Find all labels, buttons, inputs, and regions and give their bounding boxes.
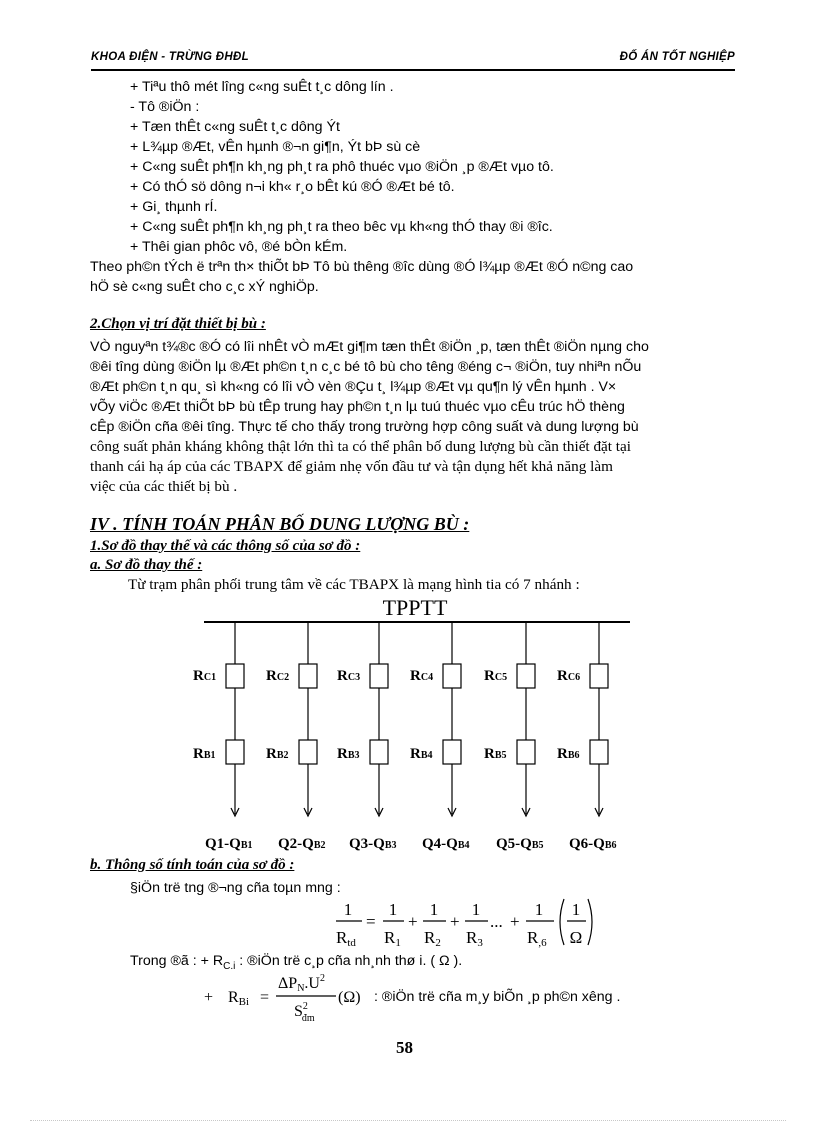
f2-eq: =	[260, 989, 270, 1006]
rc-label: RC1	[193, 668, 217, 684]
q-label: Q6-QB6	[569, 836, 617, 852]
q-label: Q4-QB4	[422, 836, 470, 852]
rb-label: RB4	[410, 746, 433, 762]
paragraph-line: công suất phản kháng không thật lớn thì ta có thể phân bố dung lượng bù cần thiết đặt tại	[90, 438, 631, 455]
subsection-heading: b. Thông số tính toán của sơ đồ :	[90, 857, 295, 873]
paragraph-line: VÒ nguyªn t¾®c ®Ó có lîi nhÊt vÒ mÆt gi¶m tæn thÊt ®iÖn ¸p, tæn thÊt ®iÖn nµng cho	[90, 339, 649, 355]
paragraph-line: cÊp ®iÖn cña ®êi tîng. Thực tế cho thấy trong trường hợp công suất và dung lượng bù	[90, 419, 639, 435]
rc-label: RC4	[410, 668, 434, 684]
rc-label: RC5	[484, 668, 508, 684]
list-item: + L¾µp ®Æt, vÊn hµnh ®¬n gi¶n, Ýt bÞ sù cè	[130, 139, 421, 155]
paragraph-line: hÖ sè c«ng suÊt cho c¸c xÝ nghiÖp.	[90, 279, 319, 295]
transformer-resistor	[517, 740, 535, 764]
chapter-heading: IV . TÍNH TOÁN PHÂN BỐ DUNG LƯỢNG BÙ :	[90, 514, 470, 534]
list-item: + Tæn thÊt c«ng suÊt t¸c dông Ýt	[130, 119, 340, 135]
f1-plus: +	[450, 912, 460, 931]
q-label: Q2-QB2	[278, 836, 326, 852]
rb-label: RB3	[337, 746, 360, 762]
f1-rtd: Rtd	[336, 928, 356, 949]
rc-label: RC3	[337, 668, 361, 684]
header-right: ĐỐ ÁN TỐT NGHIỆP	[619, 51, 735, 63]
f2-unit: (Ω)	[338, 989, 361, 1006]
diagram-branches	[193, 622, 617, 852]
paragraph-line: vÕy viÖc ®Æt thiÕt bÞ bù tÊp trung hay ph©n t¸n lµ tuú thuéc vµo cÊu trúc hÖ thèng	[90, 399, 625, 415]
q-label: Q3-QB3	[349, 836, 397, 852]
rc-label: RC6	[557, 668, 581, 684]
section-heading: 2.Chọn vị trí đặt thiết bị bù :	[90, 316, 266, 332]
rb-label: RB2	[266, 746, 289, 762]
f1-one: 1	[429, 900, 439, 919]
formula-total-resistance	[330, 893, 610, 951]
f1-one: 1	[471, 900, 481, 919]
q-label: Q1-QB1	[205, 836, 253, 852]
subsection-heading: 1.Sơ đồ thay thế và các thông số của sơ đồ :	[90, 538, 361, 554]
rb-label: RB5	[484, 746, 507, 762]
f2-rbi: RBi	[228, 989, 250, 1008]
paragraph-line: Theo ph©n tÝch ë trªn th× thiÕt bÞ Tô bù thêng ®îc dùng ®Ó l¾µp ®Æt ®Ó n©ng cao	[90, 259, 634, 275]
f1-one: 1	[343, 900, 353, 919]
subsection-heading: a. Sơ đồ thay thế :	[90, 557, 203, 573]
transformer-resistor	[226, 740, 244, 764]
f1-eq: =	[366, 912, 376, 931]
page-number: 58	[396, 1038, 413, 1057]
circuit-diagram	[180, 592, 650, 858]
f1-r6: R,6	[527, 928, 547, 949]
formula-transformer-resistance	[200, 968, 375, 1026]
f1-one: 1	[534, 900, 544, 919]
paragraph-line: thanh cái hạ áp của các TBAPX để giảm nhẹ vốn đầu tư và tận dụng hết khả năng làm	[90, 458, 613, 475]
paragraph-line: : ®iÖn trë cña m¸y biÕn ¸p ph©n xêng .	[374, 989, 621, 1005]
f1-r2: R2	[424, 928, 441, 949]
paragraph-line: §iÖn trë tng ®¬ng cña toµn mng :	[130, 880, 341, 896]
transformer-resistor	[590, 740, 608, 764]
paragraph-line: ®êi tîng dùng ®iÖn lµ ®Æt ph©n t¸n c¸c bé tô bù cho têng ®éng c¬ ®iÖn, tuy nhiªn nÕu	[90, 359, 642, 375]
cable-resistor	[226, 664, 244, 688]
list-item: + C«ng suÊt ph¶n kh¸ng ph¸t ra phô thuéc vµo ®iÖn ¸p ®Æt vµo tô.	[130, 159, 554, 175]
paragraph-line: Từ trạm phân phối trung tâm về các TBAPX là mạng hình tia có 7 nhánh :	[128, 576, 580, 593]
footer-divider	[30, 1120, 786, 1121]
paragraph-line: ®Æt ph©n t¸n qu¸ sì kh«ng có lîi vÒ vèn ®Çu t¸ l¾µp ®Æt vµ qu¶n lý vÊn hµnh . V×	[90, 379, 617, 395]
transformer-resistor	[370, 740, 388, 764]
transformer-resistor	[299, 740, 317, 764]
cable-resistor	[443, 664, 461, 688]
f1-plus: +	[510, 912, 520, 931]
list-item: + Gi¸ thµnh rÍ.	[130, 199, 218, 215]
f1-one: 1	[388, 900, 398, 919]
header-left: KHOA ĐIỆN - TRỪNG ĐHĐL	[91, 51, 249, 63]
cable-resistor	[370, 664, 388, 688]
f1-r3: R3	[466, 928, 483, 949]
rc-label: RC2	[266, 668, 290, 684]
list-item: + Tiªu thô mét lîng c«ng suÊt t¸c dông lín .	[130, 79, 394, 95]
rb-label: RB1	[193, 746, 216, 762]
f1-omega: Ω	[569, 928, 583, 947]
list-item: + Có thÓ sö dông n¬i kh« r¸o bÊt kú ®Ó ®Æt bé tô.	[130, 179, 455, 195]
cable-resistor	[590, 664, 608, 688]
list-item: + Thêi gian phôc vô, ®é bÒn kÉm.	[130, 239, 348, 255]
f1-one: 1	[571, 900, 581, 919]
cable-resistor	[299, 664, 317, 688]
paragraph-line: việc của các thiết bị bù .	[90, 478, 238, 495]
f1-r1: R1	[384, 928, 401, 949]
diagram-title: TPPTT	[382, 595, 448, 620]
f1-plus: +	[408, 912, 418, 931]
transformer-resistor	[443, 740, 461, 764]
list-item: + C«ng suÊt ph¶n kh¸ng ph¸t ra theo bêc vµ kh«ng thÓ thay ®i ®îc.	[130, 219, 553, 235]
list-item: - Tô ®iÖn :	[130, 99, 200, 115]
rb-label: RB6	[557, 746, 580, 762]
f2-den: $S^2$ đm	[294, 1001, 315, 1024]
f2-num: $\Delta PN.U^2$	[278, 973, 325, 994]
f2-plus: +	[204, 989, 214, 1006]
q-label: Q5-QB5	[496, 836, 544, 852]
f1-dots: ...	[490, 912, 503, 931]
page-header	[91, 49, 735, 71]
cable-resistor	[517, 664, 535, 688]
paragraph-line: Trong ®ã : + $R_{C.i}$ : ®iÖn trë c¸p cña nh¸nh thø i. ( Ω ).	[130, 953, 463, 972]
